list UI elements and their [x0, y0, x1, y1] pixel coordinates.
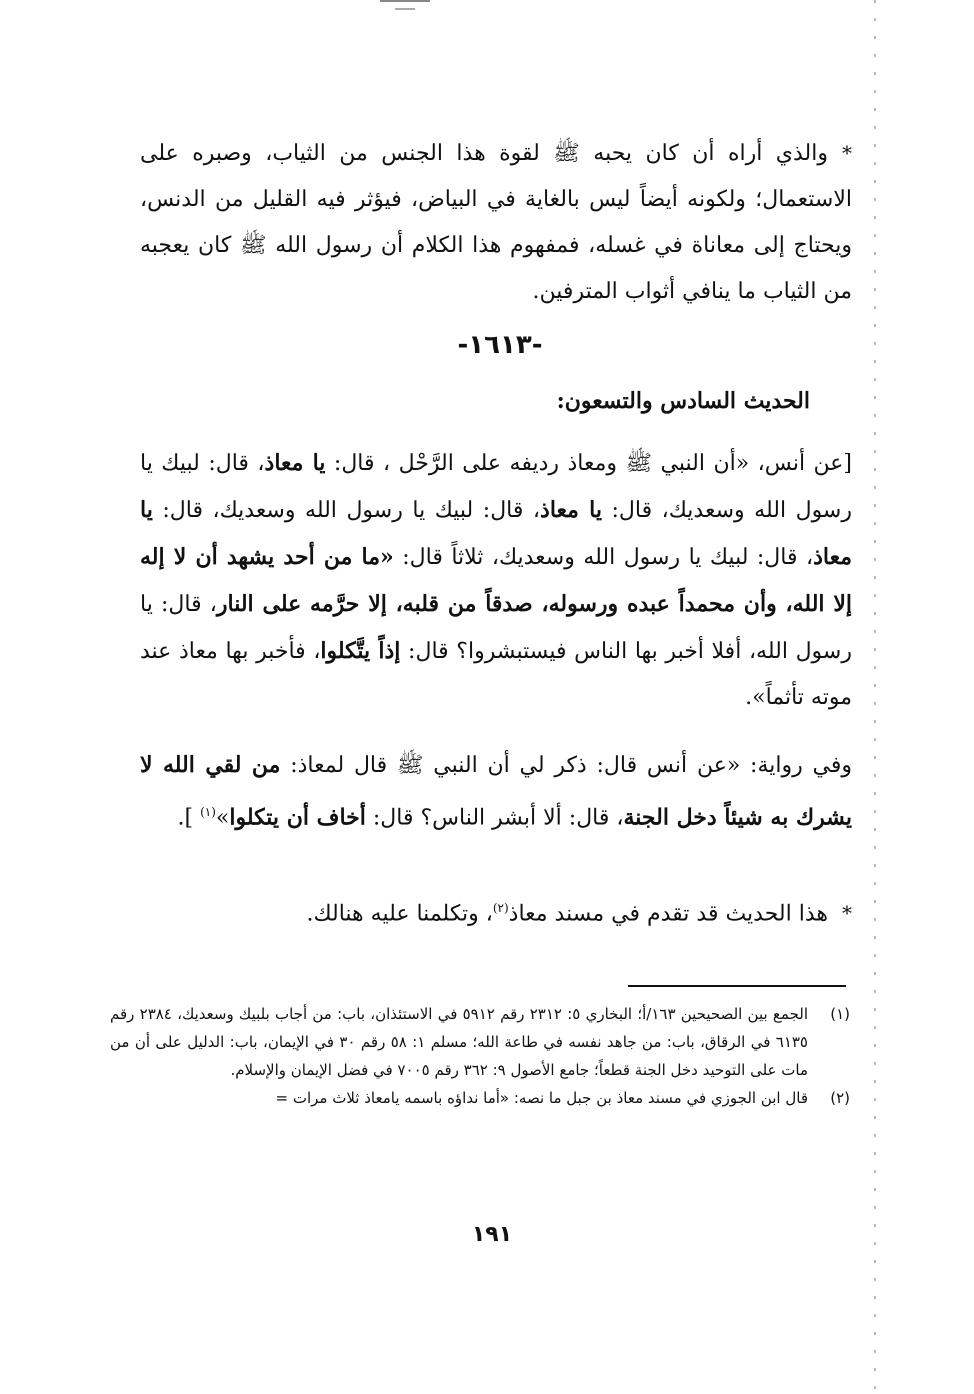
riwaya-segment: ].: [177, 805, 201, 831]
hadith-segment: ، فأخبر بها معاذ عند موته تأثماً».: [140, 639, 852, 710]
riwaya-segment: وفي رواية: «عن أنس قال: ذكر لي أن النبي ﷺ قال لمعاذ:: [280, 753, 852, 778]
top-decorative-rule-small: [395, 8, 415, 10]
hadith-bold-segment: يا معاذ: [264, 450, 326, 476]
section-title: الحديث السادس والتسعون:: [556, 388, 810, 414]
asterisk-marker: *: [842, 901, 852, 926]
hadith-text: [140, 440, 852, 721]
footnote-separator: [628, 985, 846, 987]
hadith-segment: [عن أنس، «أن النبي ﷺ ومعاذ رديفه على الرَّحْل ، قال:: [325, 451, 853, 476]
footnote-number: (٢): [830, 1089, 850, 1107]
margin-dotted-line: [874, 0, 876, 1394]
closing-segment: ، وتكلمنا عليه هنالك.: [306, 901, 493, 927]
hadith-bold-segment: يا معاذ: [140, 497, 852, 570]
hadith-bold-segment: إذاً يتَّكلوا: [320, 638, 401, 664]
footnote-text: قال ابن الجوزي في مسند معاذ بن جبل ما نصه: «أما نداؤه باسمه يامعاذ ثلاث مرات: [292, 1089, 808, 1107]
footnote: [110, 1084, 850, 1112]
riwaya-segment: »: [215, 805, 230, 831]
footnote: [110, 1000, 850, 1084]
commentary-paragraph: [140, 130, 852, 315]
hadith-bold-segment: يا معاذ: [540, 497, 602, 523]
hadith-segment: ، قال: لبيك يا رسول الله وسعديك، ثلاثاً قال:: [393, 545, 814, 570]
closing-segment: هذا الحديث قد تقدم في مسند معاذ: [508, 901, 828, 927]
footnote-reference[interactable]: (١): [200, 805, 216, 819]
footnote-number: (١): [830, 1005, 850, 1023]
footnote-continuation-mark: =: [275, 1089, 289, 1107]
asterisk-marker: *: [842, 141, 852, 165]
top-decorative-rule: [380, 0, 430, 2]
riwaya-segment: ، قال: ألا أبشر الناس؟ قال:: [365, 805, 624, 831]
footnote-text: الجمع بين الصحيحين ١٦٣/أ؛ البخاري ٥: ٢٣١٢ رقم ٥٩١٢ في الاستئذان، باب: من أجاب بلبيك وسعديك، ٢٣٨٤ رقم ٦١٣٥ في الرقاق، باب: من جاهد نفسه في طاعة الله؛ مسلم ١: ٥٨ رقم ٣٠ في الإيمان، باب: الدليل على أن من مات على التوحيد دخل الجنة قطعاً؛ جامع الأصول ٩: ٣٦٢ رقم ٧٠٠٥ في فضل الإيمان والإسلام.: [110, 1005, 808, 1079]
riwaya-bold-segment: من لقي الله لا يشرك به شيئاً دخل الجنة: [140, 752, 852, 831]
page-number: ١٩١: [471, 1222, 513, 1247]
hadith-segment: ، قال: يا رسول الله، أفلا أخبر بها الناس فيستبشروا؟ قال:: [140, 592, 852, 664]
footnote-reference[interactable]: (٢): [492, 901, 509, 915]
footnotes: [110, 1000, 850, 1112]
closing-paragraph: [140, 885, 852, 937]
riwaya-bold-segment: أخاف أن يتكلوا: [229, 804, 366, 831]
hadith-segment: ، قال: لبيك يا رسول الله وسعديك، قال:: [140, 451, 852, 523]
hadith-segment: ، قال: لبيك يا رسول الله وسعديك، قال:: [152, 498, 541, 523]
riwaya-paragraph: [140, 742, 852, 841]
hadith-number: -١٦١٣-: [457, 330, 543, 360]
commentary-text: والذي أراه أن كان يحبه ﷺ لقوة هذا الجنس من الثياب، وصبره على الاستعمال؛ ولكونه أيضاً ليس بالغاية في البياض، فيؤثر فيه القليل من الدنس، ويحتاج إلى معاناة في غسله، فمفهوم هذا الكلام أن رسول الله ﷺ كان يعجبه من الثياب ما ينافي أثواب المترفين.: [140, 141, 852, 304]
hadith-bold-segment: «ما من أحد يشهد أن لا إله إلا الله، وأن محمداً عبده ورسوله، صدقاً من قلبه، إلا حرَّمه على النار: [140, 544, 853, 617]
